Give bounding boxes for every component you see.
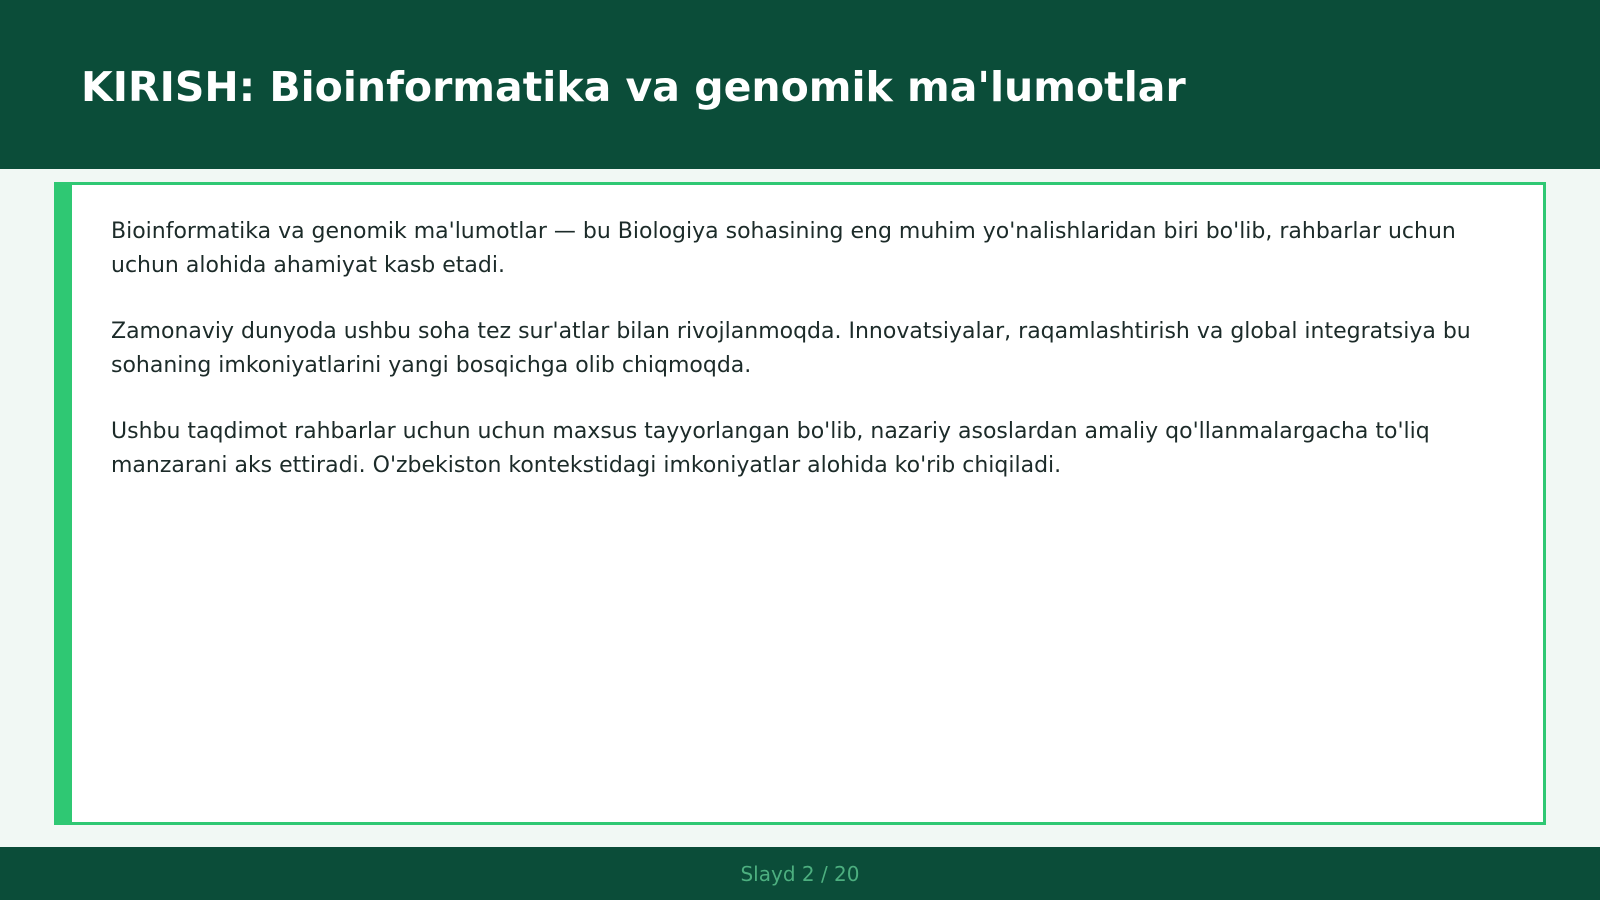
paragraph-presentation-purpose: Ushbu taqdimot rahbarlar uchun uchun maxsus tayyorlangan bo'lib, nazariy asoslardan amaliy qo'llanmalargacha to'liq manzarani aks ettiradi. O'zbekiston kontekstidagi imkoniyatlar alohida ko'rib chiqiladi. bbox=[111, 419, 1430, 478]
slide-number: Slayd 2 / 20 bbox=[740, 862, 860, 886]
paragraph-intro: Bioinformatika va genomik ma'lumotlar — bu Biologiya sohasining eng muhim yo'nalishlaridan biri bo'lib, rahbarlar uchun uchun alohida ahamiyat kasb etadi. bbox=[111, 219, 1456, 278]
paragraph-development: Zamonaviy dunyoda ushbu soha tez sur'atlar bilan rivojlanmoqda. Innovatsiyalar, raqamlashtirish va global integratsiya bu sohaning imkoniyatlarini yangi bosqichga olib chiqmoqda. bbox=[111, 319, 1471, 378]
slide-header bbox=[0, 0, 1600, 169]
slide-title: KIRISH: Bioinformatika va genomik ma'lumotlar bbox=[81, 63, 1186, 111]
content-card bbox=[54, 182, 1546, 825]
slide-footer bbox=[0, 847, 1600, 900]
slide-body bbox=[111, 215, 1496, 515]
